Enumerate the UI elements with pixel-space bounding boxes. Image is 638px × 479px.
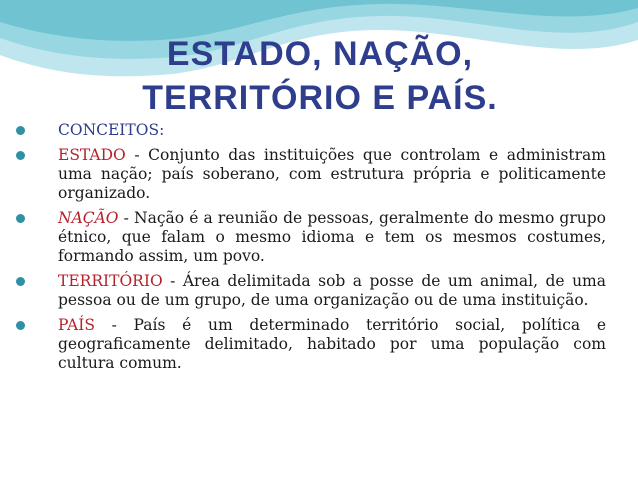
title-line-1: ESTADO, NAÇÃO, <box>166 35 474 73</box>
bullet-icon <box>16 126 25 135</box>
list-item-estado <box>14 146 606 203</box>
title-line-2: TERRITÓRIO E PAÍS. <box>142 79 498 117</box>
term-separator: - <box>125 146 149 164</box>
term-estado: ESTADO <box>58 146 126 164</box>
definition-territorio: Área delimitada sob a posse de um animal, de uma pessoa ou de um grupo, de uma organização ou de uma instituição. <box>58 272 606 309</box>
list-item-territorio <box>14 272 606 310</box>
term-nacao: NAÇÃO <box>58 209 119 227</box>
term-territorio: TERRITÓRIO <box>58 272 163 290</box>
section-heading: CONCEITOS: <box>58 121 165 139</box>
bullet-icon <box>16 214 25 223</box>
list-item-pais <box>14 316 606 373</box>
bullet-icon <box>16 277 25 286</box>
term-pais: PAÍS <box>58 316 95 334</box>
definition-pais: País é um determinado território social, política e geograficamente delimitado, habitado por uma população com cultura comum. <box>58 316 606 372</box>
bullet-icon <box>16 321 25 330</box>
term-separator: - <box>94 316 134 334</box>
term-separator: - <box>118 209 135 227</box>
definition-nacao: Nação é a reunião de pessoas, geralmente do mesmo grupo étnico, que falam o mesmo idioma e tem os mesmos costumes, formando assim, um povo. <box>58 209 606 265</box>
page-title <box>60 32 580 120</box>
concept-list <box>14 121 606 379</box>
term-separator: - <box>162 272 183 290</box>
list-item-nacao <box>14 209 606 266</box>
list-item-conceitos <box>14 121 606 140</box>
bullet-icon <box>16 151 25 160</box>
definition-estado: Conjunto das instituições que controlam e administram uma nação; país soberano, com estrutura própria e politicamente organizado. <box>58 146 606 202</box>
